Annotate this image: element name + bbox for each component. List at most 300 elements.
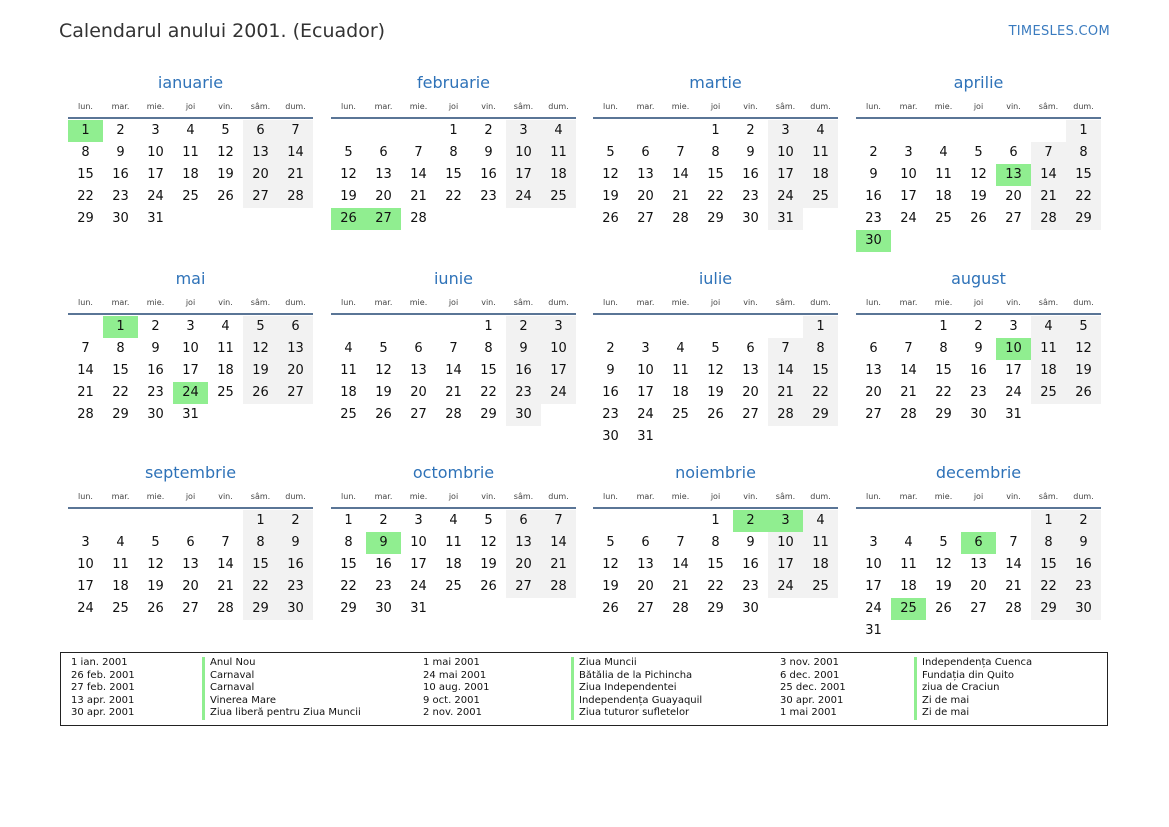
empty-cell <box>436 208 471 230</box>
empty-cell <box>891 120 926 142</box>
empty-cell <box>856 510 891 532</box>
month-name: aprilie <box>953 73 1004 92</box>
weekday-header <box>331 487 576 509</box>
day-cell: 8 <box>449 145 458 160</box>
day-cell: 27 <box>637 601 654 616</box>
day-cell: 9 <box>974 341 983 356</box>
legend-date: 9 oct. 2001 <box>423 694 480 706</box>
day-cell: 16 <box>970 363 987 378</box>
empty-cell <box>103 510 138 532</box>
empty-cell <box>891 510 926 532</box>
day-cell: 22 <box>707 579 724 594</box>
day-cell: 5 <box>151 535 160 550</box>
day-cell: 9 <box>869 167 878 182</box>
holiday-day-cell: 9 <box>366 532 401 554</box>
day-cell: 25 <box>340 407 357 422</box>
empty-cell <box>401 120 436 142</box>
weekday-label: sâm. <box>513 298 534 307</box>
weekday-label: mie. <box>671 492 690 501</box>
empty-cell <box>891 316 926 338</box>
day-cell: 23 <box>865 211 882 226</box>
week-row <box>856 532 1101 554</box>
day-cell: 20 <box>410 385 427 400</box>
empty-cell <box>768 426 803 448</box>
day-cell: 12 <box>243 338 278 360</box>
day-cell: 19 <box>375 385 392 400</box>
day-cell: 18 <box>182 167 199 182</box>
day-cell: 27 <box>742 407 759 422</box>
holiday-legend <box>60 652 1108 726</box>
legend-names-2 <box>571 657 702 720</box>
week-row <box>68 186 313 208</box>
day-cell: 2 <box>606 341 615 356</box>
empty-cell <box>68 316 103 338</box>
day-cell: 14 <box>672 557 689 572</box>
day-cell: 3 <box>186 319 195 334</box>
weekday-label: mie. <box>934 102 953 111</box>
day-cell: 11 <box>340 363 357 378</box>
day-cell: 12 <box>970 167 987 182</box>
day-cell: 15 <box>803 360 838 382</box>
empty-cell <box>996 620 1031 642</box>
day-cell: 17 <box>182 363 199 378</box>
day-cell: 15 <box>77 167 94 182</box>
weekday-label: mie. <box>146 102 165 111</box>
day-cell: 3 <box>506 120 541 142</box>
day-cell: 18 <box>935 189 952 204</box>
weekday-label: dum. <box>810 492 831 501</box>
day-cell: 20 <box>637 579 654 594</box>
weekday-label: lun. <box>603 102 618 111</box>
weekday-label: mar. <box>636 298 655 307</box>
empty-cell <box>803 426 838 448</box>
day-cell: 10 <box>637 363 654 378</box>
day-cell: 15 <box>1066 164 1101 186</box>
day-cell: 14 <box>768 360 803 382</box>
empty-cell <box>173 510 208 532</box>
day-cell: 3 <box>768 120 803 142</box>
day-cell: 22 <box>1031 576 1066 598</box>
day-cell: 28 <box>1005 601 1022 616</box>
day-cell: 2 <box>379 513 388 528</box>
day-cell: 16 <box>147 363 164 378</box>
day-cell: 4 <box>186 123 195 138</box>
day-cell: 7 <box>676 145 685 160</box>
day-cell: 20 <box>278 360 313 382</box>
weekday-label: vin. <box>1006 102 1021 111</box>
legend-holiday: Zi de mai <box>922 707 970 719</box>
day-cell: 23 <box>970 385 987 400</box>
week-row <box>331 510 576 532</box>
empty-cell <box>961 510 996 532</box>
empty-cell <box>331 316 366 338</box>
day-cell: 8 <box>1031 532 1066 554</box>
day-cell: 12 <box>602 167 619 182</box>
weekday-label: lun. <box>78 102 93 111</box>
day-cell: 1 <box>449 123 458 138</box>
day-cell: 11 <box>900 557 917 572</box>
month-name: decembrie <box>935 463 1022 482</box>
day-cell: 17 <box>506 164 541 186</box>
day-cell: 30 <box>1066 598 1101 620</box>
empty-cell <box>961 230 996 252</box>
week-row <box>593 404 838 426</box>
empty-cell <box>278 208 313 230</box>
day-cell: 9 <box>278 532 313 554</box>
day-cell: 9 <box>116 145 125 160</box>
day-cell: 10 <box>147 145 164 160</box>
holiday-day-cell: 13 <box>996 164 1031 186</box>
legend-holiday: Ziua liberă pentru Ziua Muncii <box>210 707 361 719</box>
month-octombrie <box>331 463 576 620</box>
legend-date: 25 dec. 2001 <box>780 682 846 694</box>
day-cell: 21 <box>1005 579 1022 594</box>
day-cell: 30 <box>147 407 164 422</box>
holiday-day-cell: 2 <box>733 510 768 532</box>
day-cell: 5 <box>974 145 983 160</box>
weekday-label: vin. <box>481 102 496 111</box>
day-cell: 21 <box>768 382 803 404</box>
day-cell: 1 <box>939 319 948 334</box>
day-cell: 5 <box>344 145 353 160</box>
day-cell: 7 <box>541 510 576 532</box>
day-cell: 10 <box>768 142 803 164</box>
day-cell: 23 <box>602 407 619 422</box>
day-cell: 1 <box>243 510 278 532</box>
day-cell: 19 <box>147 579 164 594</box>
day-cell: 18 <box>112 579 129 594</box>
empty-cell <box>768 316 803 338</box>
weekday-label: joi <box>710 492 721 501</box>
day-cell: 22 <box>803 382 838 404</box>
day-cell: 29 <box>803 404 838 426</box>
weekday-label: mar. <box>374 492 393 501</box>
day-cell: 6 <box>186 535 195 550</box>
week-row <box>68 338 313 360</box>
weekday-label: sâm. <box>513 102 534 111</box>
day-cell: 21 <box>672 189 689 204</box>
weekday-label: mar. <box>111 492 130 501</box>
empty-cell <box>436 316 471 338</box>
day-cell: 16 <box>278 554 313 576</box>
day-cell: 25 <box>112 601 129 616</box>
day-cell: 26 <box>707 407 724 422</box>
day-cell: 8 <box>939 341 948 356</box>
day-cell: 26 <box>147 601 164 616</box>
day-cell: 31 <box>637 429 654 444</box>
weekday-label: vin. <box>218 298 233 307</box>
empty-cell <box>278 404 313 426</box>
day-cell: 23 <box>506 382 541 404</box>
day-cell: 27 <box>278 382 313 404</box>
day-cell: 17 <box>637 385 654 400</box>
week-row <box>856 620 1101 642</box>
day-cell: 5 <box>243 316 278 338</box>
day-cell: 20 <box>182 579 199 594</box>
day-cell: 4 <box>344 341 353 356</box>
day-cell: 11 <box>803 142 838 164</box>
day-cell: 19 <box>1066 360 1101 382</box>
holiday-day-cell: 10 <box>996 338 1031 360</box>
empty-cell <box>628 120 663 142</box>
day-cell: 10 <box>541 338 576 360</box>
weekday-label: sâm. <box>775 492 796 501</box>
weekday-label: lun. <box>866 492 881 501</box>
empty-cell <box>768 598 803 620</box>
day-cell: 13 <box>278 338 313 360</box>
weekday-label: dum. <box>810 102 831 111</box>
weekday-label: lun. <box>78 298 93 307</box>
legend-date: 27 feb. 2001 <box>71 682 135 694</box>
week-row <box>593 142 838 164</box>
weekday-label: dum. <box>285 492 306 501</box>
day-cell: 2 <box>1066 510 1101 532</box>
empty-cell <box>856 120 891 142</box>
week-row <box>331 186 576 208</box>
day-cell: 6 <box>414 341 423 356</box>
empty-cell <box>926 230 961 252</box>
day-cell: 29 <box>77 211 94 226</box>
empty-cell <box>68 510 103 532</box>
weekday-label: vin. <box>1006 298 1021 307</box>
week-row <box>593 316 838 338</box>
week-row <box>856 360 1101 382</box>
day-cell: 18 <box>445 557 462 572</box>
day-cell: 21 <box>278 164 313 186</box>
day-cell: 6 <box>746 341 755 356</box>
legend-holiday: Ziua Independentei <box>579 682 677 694</box>
weekday-label: mar. <box>111 102 130 111</box>
week-row <box>856 598 1101 620</box>
weekday-label: vin. <box>1006 492 1021 501</box>
day-cell: 24 <box>147 189 164 204</box>
week-row <box>331 576 576 598</box>
week-row <box>856 576 1101 598</box>
day-cell: 9 <box>506 338 541 360</box>
empty-cell <box>541 208 576 230</box>
day-cell: 18 <box>900 579 917 594</box>
day-cell: 1 <box>1031 510 1066 532</box>
week-row <box>331 360 576 382</box>
legend-holiday: Independența Cuenca <box>922 657 1033 668</box>
weekday-label: mie. <box>671 298 690 307</box>
empty-cell <box>593 510 628 532</box>
day-cell: 16 <box>742 557 759 572</box>
day-cell: 15 <box>243 554 278 576</box>
day-cell: 28 <box>410 211 427 226</box>
week-row <box>856 382 1101 404</box>
day-cell: 10 <box>410 535 427 550</box>
day-cell: 22 <box>445 189 462 204</box>
weekday-label: vin. <box>481 298 496 307</box>
page-title: Calendarul anului 2001. (Ecuador) <box>59 20 386 42</box>
day-cell: 26 <box>217 189 234 204</box>
day-cell: 15 <box>480 363 497 378</box>
holiday-day-cell: 30 <box>856 230 891 252</box>
day-cell: 23 <box>1066 576 1101 598</box>
day-cell: 10 <box>77 557 94 572</box>
weekday-label: lun. <box>341 298 356 307</box>
day-cell: 28 <box>768 404 803 426</box>
weekday-label: dum. <box>1073 102 1094 111</box>
legend-holiday: Carnaval <box>210 669 255 681</box>
day-cell: 5 <box>221 123 230 138</box>
weekday-label: lun. <box>78 492 93 501</box>
empty-cell <box>926 120 961 142</box>
month-noiembrie <box>593 463 838 620</box>
day-cell: 24 <box>1005 385 1022 400</box>
day-cell: 5 <box>939 535 948 550</box>
empty-cell <box>208 208 243 230</box>
day-cell: 12 <box>147 557 164 572</box>
weekday-label: dum. <box>285 298 306 307</box>
week-row <box>331 532 576 554</box>
day-cell: 4 <box>221 319 230 334</box>
week-row <box>593 576 838 598</box>
day-cell: 1 <box>803 316 838 338</box>
day-cell: 31 <box>410 601 427 616</box>
day-cell: 4 <box>904 535 913 550</box>
week-row <box>856 404 1101 426</box>
weekday-label: mar. <box>111 298 130 307</box>
weekday-label: vin. <box>218 102 233 111</box>
month-ianuarie <box>68 73 313 230</box>
day-cell: 2 <box>278 510 313 532</box>
empty-cell <box>926 620 961 642</box>
day-cell: 3 <box>81 535 90 550</box>
empty-cell <box>961 120 996 142</box>
weekday-label: sâm. <box>1038 298 1059 307</box>
day-cell: 2 <box>974 319 983 334</box>
week-row <box>68 120 313 142</box>
day-cell: 16 <box>375 557 392 572</box>
day-cell: 25 <box>935 211 952 226</box>
day-cell: 30 <box>375 601 392 616</box>
empty-cell <box>593 316 628 338</box>
week-row <box>68 576 313 598</box>
empty-cell <box>1031 620 1066 642</box>
week-row <box>331 208 576 230</box>
day-cell: 17 <box>77 579 94 594</box>
day-cell: 23 <box>112 189 129 204</box>
day-cell: 17 <box>1005 363 1022 378</box>
day-cell: 27 <box>410 407 427 422</box>
day-cell: 11 <box>112 557 129 572</box>
day-cell: 20 <box>506 554 541 576</box>
weekday-label: mie. <box>409 102 428 111</box>
day-cell: 11 <box>935 167 952 182</box>
empty-cell <box>663 510 698 532</box>
day-cell: 25 <box>672 407 689 422</box>
month-name: februarie <box>416 73 491 92</box>
day-cell: 13 <box>375 167 392 182</box>
weekday-label: sâm. <box>775 298 796 307</box>
day-cell: 9 <box>484 145 493 160</box>
day-cell: 8 <box>344 535 353 550</box>
empty-cell <box>436 598 471 620</box>
weekday-label: joi <box>973 298 984 307</box>
day-cell: 22 <box>77 189 94 204</box>
empty-cell <box>506 598 541 620</box>
day-cell: 13 <box>865 363 882 378</box>
day-cell: 13 <box>182 557 199 572</box>
week-row <box>68 532 313 554</box>
week-row <box>331 142 576 164</box>
empty-cell <box>593 120 628 142</box>
month-name: ianuarie <box>157 73 224 92</box>
month-septembrie <box>68 463 313 620</box>
empty-cell <box>856 316 891 338</box>
day-cell: 9 <box>151 341 160 356</box>
day-cell: 12 <box>602 557 619 572</box>
holiday-day-cell: 27 <box>366 208 401 230</box>
day-cell: 3 <box>1009 319 1018 334</box>
weekday-label: sâm. <box>1038 102 1059 111</box>
weekday-label: mie. <box>409 298 428 307</box>
legend-holiday: Anul Nou <box>210 657 256 668</box>
weekday-label: vin. <box>743 298 758 307</box>
day-cell: 14 <box>1031 164 1066 186</box>
day-cell: 17 <box>410 557 427 572</box>
legend-holiday: ziua de Craciun <box>922 682 1000 694</box>
empty-cell <box>173 208 208 230</box>
day-cell: 11 <box>541 142 576 164</box>
empty-cell <box>1066 620 1101 642</box>
day-cell: 15 <box>935 363 952 378</box>
day-cell: 14 <box>278 142 313 164</box>
week-row <box>856 554 1101 576</box>
day-cell: 4 <box>116 535 125 550</box>
month-name: august <box>951 269 1006 288</box>
legend-date: 1 mai 2001 <box>780 707 837 719</box>
day-cell: 31 <box>768 208 803 230</box>
day-cell: 1 <box>711 513 720 528</box>
week-row <box>68 510 313 532</box>
day-cell: 23 <box>278 576 313 598</box>
day-cell: 11 <box>217 341 234 356</box>
legend-date: 1 mai 2001 <box>423 657 480 668</box>
holiday-day-cell: 26 <box>331 208 366 230</box>
day-cell: 27 <box>506 576 541 598</box>
week-row <box>331 404 576 426</box>
day-cell: 24 <box>865 601 882 616</box>
weekday-label: joi <box>185 102 196 111</box>
day-cell: 14 <box>672 167 689 182</box>
legend-date: 1 ian. 2001 <box>71 657 128 668</box>
day-cell: 16 <box>1066 554 1101 576</box>
empty-cell <box>698 426 733 448</box>
day-cell: 15 <box>707 167 724 182</box>
day-cell: 9 <box>1066 532 1101 554</box>
weekday-label: joi <box>185 492 196 501</box>
day-cell: 21 <box>672 579 689 594</box>
day-cell: 1 <box>711 123 720 138</box>
day-cell: 15 <box>340 557 357 572</box>
week-row <box>331 382 576 404</box>
month-decembrie <box>856 463 1101 642</box>
brand-link[interactable]: TIMESLES.COM <box>1008 24 1110 39</box>
holiday-day-cell: 25 <box>891 598 926 620</box>
day-cell: 31 <box>182 407 199 422</box>
day-cell: 4 <box>449 513 458 528</box>
day-cell: 16 <box>742 167 759 182</box>
weekday-label: dum. <box>1073 298 1094 307</box>
week-row <box>856 142 1101 164</box>
day-cell: 28 <box>541 576 576 598</box>
day-cell: 21 <box>900 385 917 400</box>
weekday-label: lun. <box>866 102 881 111</box>
day-cell: 20 <box>375 189 392 204</box>
